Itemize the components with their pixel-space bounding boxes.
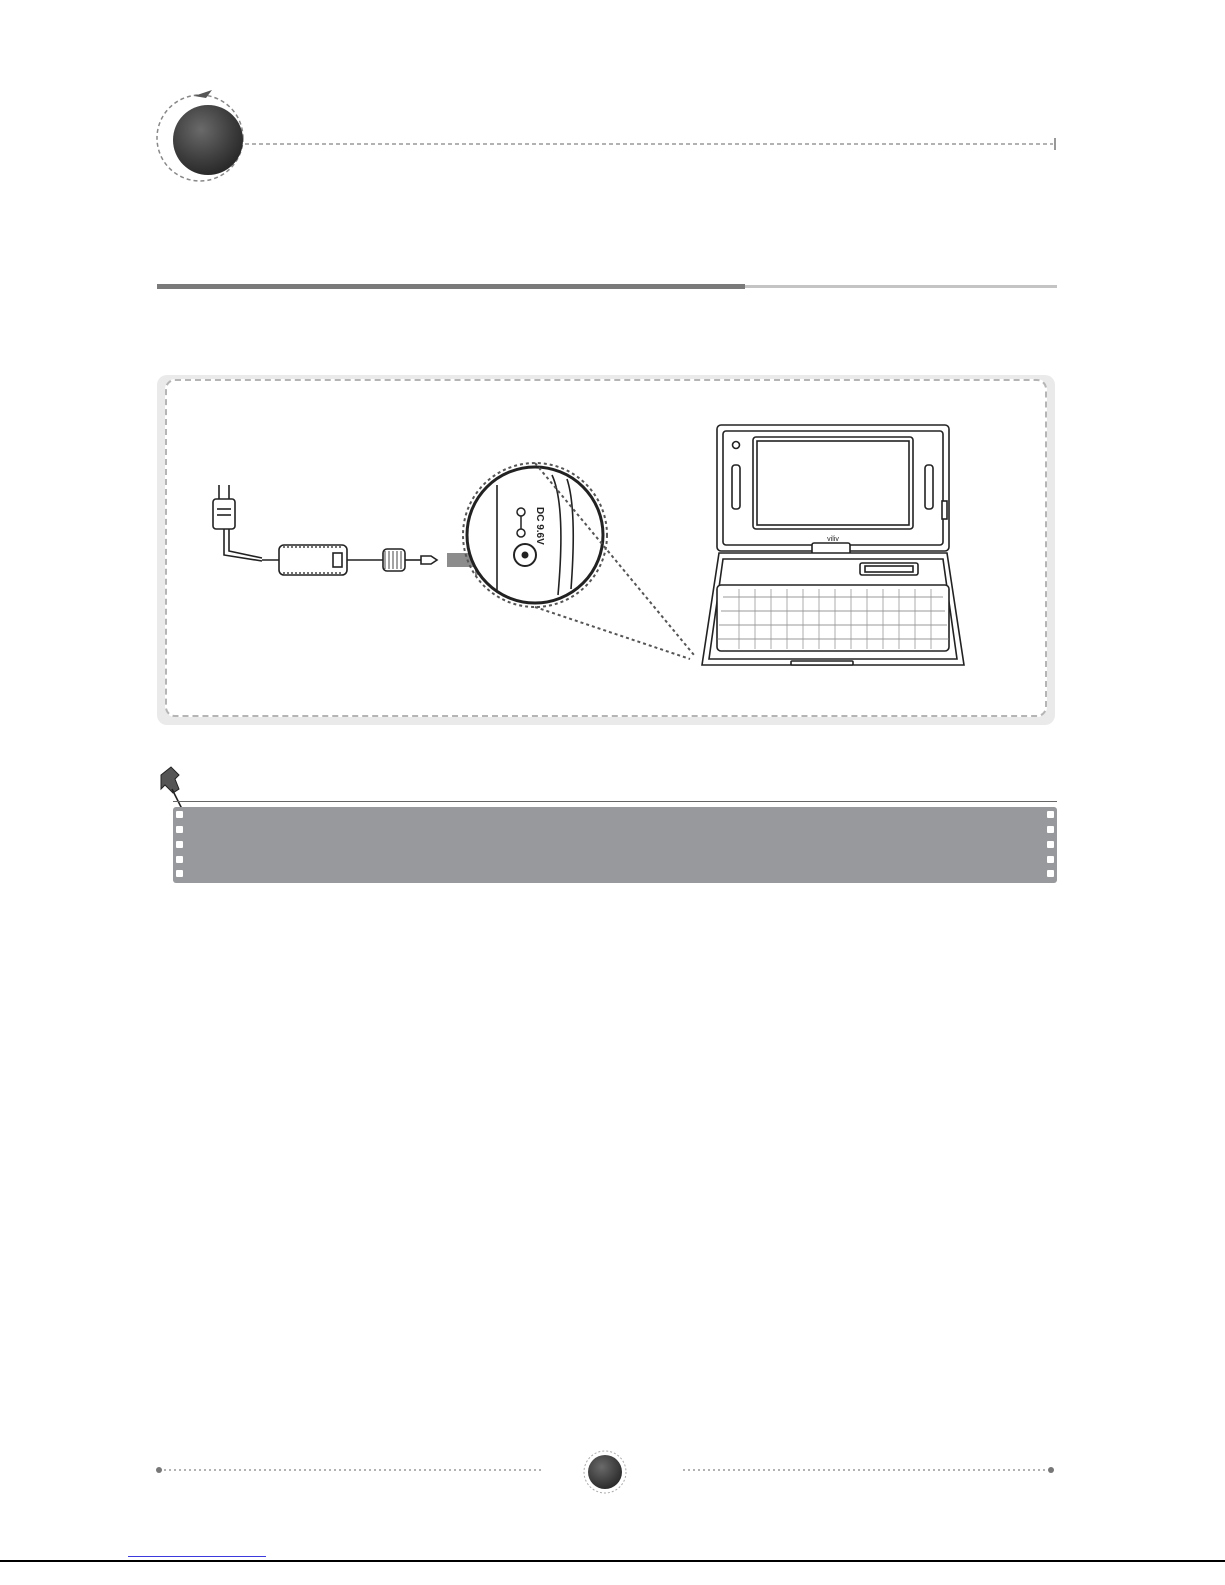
power-port-magnifier	[463, 463, 607, 607]
power-plug-icon	[213, 485, 262, 561]
figure-panel	[157, 375, 1055, 725]
section-rule-light	[745, 285, 1057, 288]
laptop-brand-label: viliv	[827, 536, 839, 543]
laptop-illustration	[702, 425, 964, 665]
page-footer	[150, 1450, 1070, 1500]
adapter-connection-illustration	[157, 375, 1055, 725]
note-box	[173, 807, 1057, 883]
footer-link-underline	[128, 1556, 266, 1557]
note-top-rule	[173, 801, 1057, 802]
page-bottom-rule	[0, 1560, 1225, 1562]
port-voltage-label: DC 9.6V	[534, 507, 545, 545]
chapter-number-circle	[173, 105, 243, 175]
note-area	[155, 765, 1060, 890]
ac-adapter-icon	[262, 545, 437, 575]
page-number-circle-icon	[588, 1455, 622, 1489]
section-rule-dark	[157, 284, 745, 289]
chapter-header-graphic	[150, 80, 1070, 200]
